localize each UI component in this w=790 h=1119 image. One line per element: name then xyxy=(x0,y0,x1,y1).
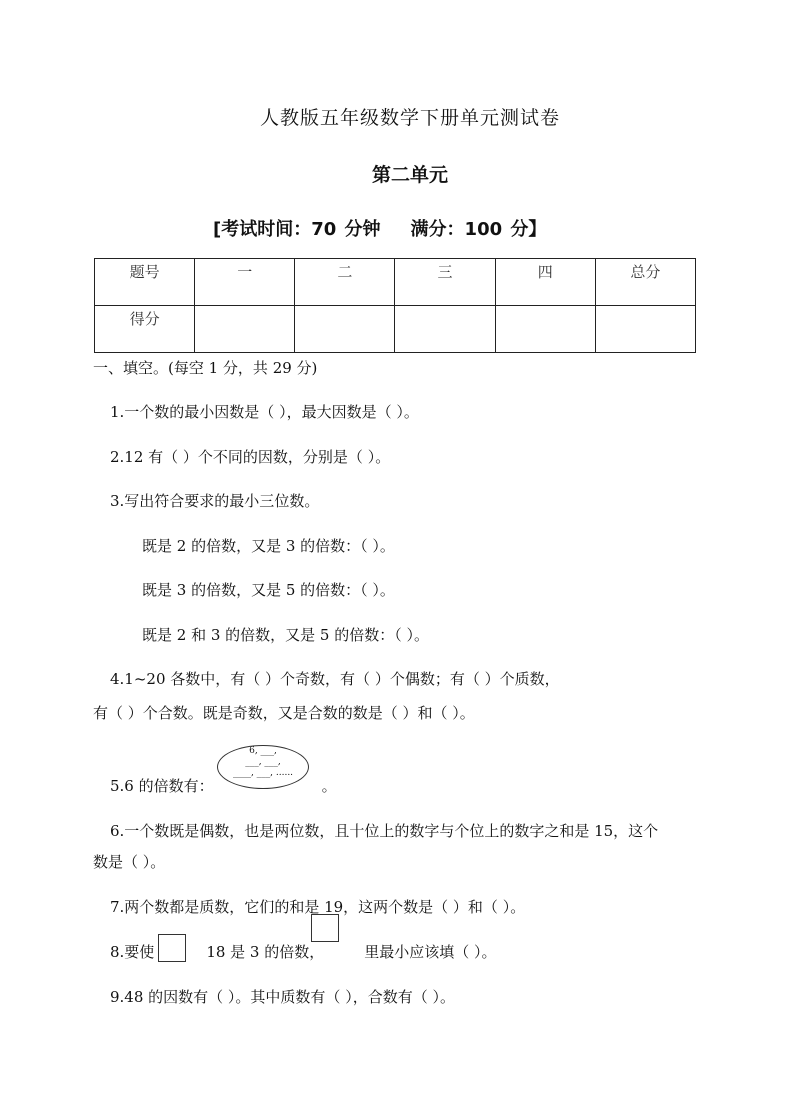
unit-title: 第二单元 xyxy=(371,164,448,186)
question-6-line-2: 数是（ ）。 xyxy=(93,853,166,871)
score-table-header-row xyxy=(95,259,696,306)
score-cell xyxy=(495,306,595,353)
question-8-suffix: 里最小应该填（ ）。 xyxy=(364,943,497,961)
section-heading: 一、填空。(每空 1 分，共 29 分) xyxy=(93,359,318,377)
oval-line-3: ____, ___, ...... xyxy=(232,768,294,778)
exam-full-score: 满分：100 分】 xyxy=(410,219,547,240)
question-3-part-a: 既是 2 的倍数，又是 3 的倍数：（ ）。 xyxy=(142,537,395,555)
question-1: 1.一个数的最小因数是（ ），最大因数是（ ）。 xyxy=(110,403,419,421)
digit-box-reference xyxy=(311,914,339,942)
question-6-line-1: 6.一个数既是偶数，也是两位数，且十位上的数字与个位上的数字之和是 15，这个 xyxy=(110,822,659,840)
question-7: 7.两个数都是质数，它们的和是 19，这两个数是（ ）和（ ）。 xyxy=(110,898,526,916)
oval-line-2: ___, ___, xyxy=(245,757,281,767)
question-4-line-1: 4.1~20 各数中，有（ ）个奇数，有（ ）个偶数；有（ ）个质数， xyxy=(110,670,560,688)
score-row-label: 得分 xyxy=(95,306,195,353)
question-5-suffix: 。 xyxy=(321,777,337,795)
score-table-header-cell: 题号 xyxy=(95,259,195,306)
question-3-part-b: 既是 3 的倍数，又是 5 的倍数：（ ）。 xyxy=(142,581,395,599)
question-8-middle: 18 是 3 的倍数， xyxy=(206,943,325,961)
question-3: 3.写出符合要求的最小三位数。 xyxy=(110,492,320,510)
exam-time: [考试时间：70 分钟 xyxy=(213,219,381,240)
question-2: 2.12 有（ ）个不同的因数，分别是（ ）。 xyxy=(110,448,391,466)
oval-line-1: 6, ___, xyxy=(249,746,277,756)
multiples-oval xyxy=(217,745,309,789)
score-table-score-row xyxy=(95,306,696,353)
score-table-header-cell: 二 xyxy=(295,259,395,306)
question-3-part-c: 既是 2 和 3 的倍数，又是 5 的倍数：（ ）。 xyxy=(142,626,430,644)
question-8-prefix: 8.要使 xyxy=(110,943,155,961)
question-5-prefix: 5.6 的倍数有： xyxy=(110,777,214,795)
score-cell xyxy=(295,306,395,353)
question-4-line-2: 有（ ）个合数。既是奇数，又是合数的数是（ ）和（ ）。 xyxy=(93,704,475,722)
score-cell xyxy=(395,306,495,353)
digit-box xyxy=(158,934,186,962)
score-table-header-cell: 总分 xyxy=(595,259,695,306)
score-table xyxy=(94,258,696,353)
score-table-header-cell: 四 xyxy=(495,259,595,306)
score-cell xyxy=(595,306,695,353)
score-table-header-cell: 一 xyxy=(195,259,295,306)
document-title: 人教版五年级数学下册单元测试卷 xyxy=(259,107,560,129)
score-table-header-cell: 三 xyxy=(395,259,495,306)
exam-info xyxy=(213,215,546,241)
question-9: 9.48 的因数有（ ）。其中质数有（ ），合数有（ ）。 xyxy=(110,988,455,1006)
score-cell xyxy=(195,306,295,353)
